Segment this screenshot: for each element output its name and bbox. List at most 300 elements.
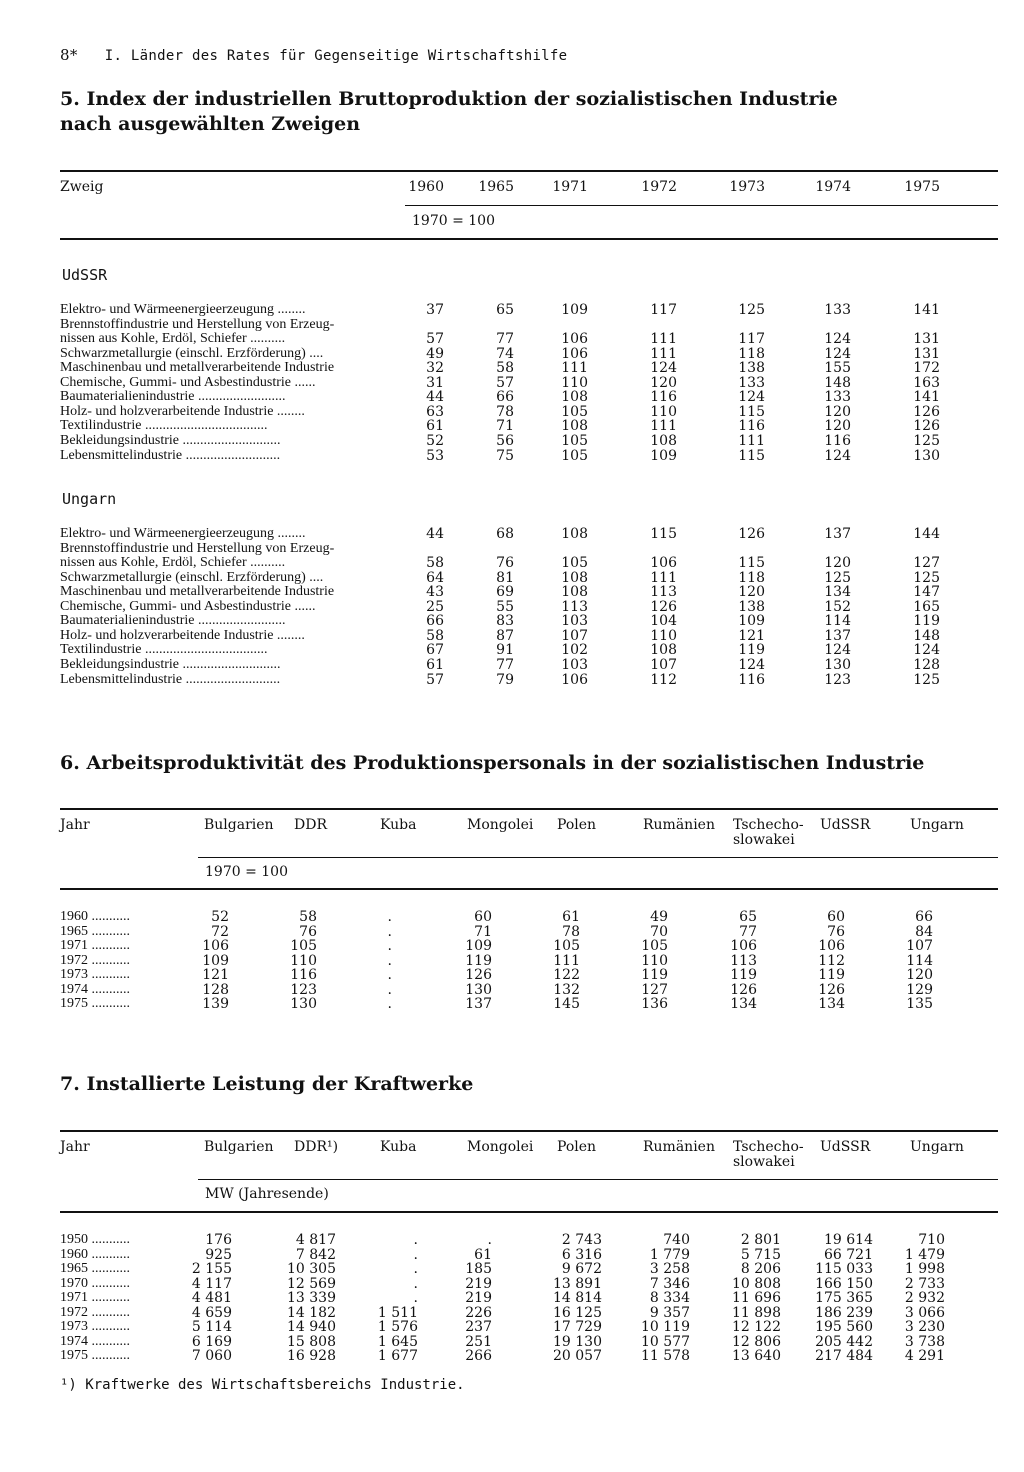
table5-cell: 87 xyxy=(496,628,514,644)
table6-cell: . xyxy=(387,909,392,925)
table5-cell: 134 xyxy=(824,584,851,600)
table6-cell: 106 xyxy=(818,938,845,954)
table5-cell: 61 xyxy=(426,418,444,434)
table5-cell: 69 xyxy=(496,584,514,600)
table6-cell: 120 xyxy=(906,967,933,983)
table7-cell: . xyxy=(413,1246,418,1263)
table6-country: Bulgarien xyxy=(204,817,274,833)
table5-year-1971: 1971 xyxy=(552,179,588,195)
table5-cell: 138 xyxy=(738,599,765,615)
table7-cell: 9 672 xyxy=(561,1261,602,1277)
table7-cell: 16 928 xyxy=(287,1348,336,1364)
table7-header-bottom-rule xyxy=(60,1211,998,1213)
table7-cell: 12 806 xyxy=(732,1333,781,1350)
table5-cell: 106 xyxy=(561,672,588,688)
table6-country: Polen xyxy=(557,817,597,833)
table7-cell: 14 814 xyxy=(553,1290,602,1306)
table5-cell: 131 xyxy=(913,346,940,362)
table7-cell: 16 125 xyxy=(553,1304,602,1321)
table5-year-1974: 1974 xyxy=(815,179,851,195)
table6-cell: 119 xyxy=(641,967,668,983)
table5-header-bottom-rule xyxy=(60,238,998,240)
table5-row-label: Holz- und holzverarbeitende Industrie ........ xyxy=(60,628,305,643)
table7-country: UdSSR xyxy=(820,1139,871,1155)
table5-cell: 109 xyxy=(650,448,677,464)
table7-cell: 4 659 xyxy=(191,1304,232,1321)
table6-country: Mongolei xyxy=(467,817,534,833)
table6-cell: 130 xyxy=(465,981,492,998)
table7-cell: 1 511 xyxy=(377,1304,418,1321)
table5-year-1960: 1960 xyxy=(408,179,444,195)
table5-cell: 104 xyxy=(650,613,677,629)
table6-cell: 126 xyxy=(465,967,492,983)
table7-cell: 20 057 xyxy=(553,1348,602,1364)
table6-cell: 119 xyxy=(730,967,757,983)
table6-cell: 109 xyxy=(202,952,229,969)
table5-cell: 124 xyxy=(650,360,677,376)
table7-cell: 10 577 xyxy=(641,1333,690,1350)
table7-year: 1965 ........... xyxy=(60,1261,130,1276)
table5-cell: 52 xyxy=(426,433,444,449)
table6-cell: 76 xyxy=(299,923,317,940)
table7-cell: 710 xyxy=(918,1232,945,1248)
table6-cell: . xyxy=(387,938,392,954)
table5-cell: 120 xyxy=(650,375,677,391)
table6-cell: 136 xyxy=(641,996,668,1012)
table5-cell: 137 xyxy=(824,526,851,542)
table5-cell: 76 xyxy=(496,555,514,571)
table5-cell: 111 xyxy=(738,433,765,449)
table7-cell: 925 xyxy=(205,1246,232,1263)
table5-cell: 105 xyxy=(561,555,588,571)
table5-cell: 117 xyxy=(650,302,677,318)
table6-cell: 70 xyxy=(650,923,668,940)
table7-country: Ungarn xyxy=(910,1139,964,1155)
table7-cell: 66 721 xyxy=(824,1246,873,1263)
table6-cell: 134 xyxy=(818,996,845,1012)
table5-cell: 81 xyxy=(496,570,514,586)
table6-cell: 113 xyxy=(730,952,757,969)
table5-cell: 125 xyxy=(913,672,940,688)
table7-cell: 19 614 xyxy=(824,1232,873,1248)
table6-country: Ungarn xyxy=(910,817,964,833)
table5-cell: 108 xyxy=(650,642,677,658)
table7-cell: 3 066 xyxy=(904,1304,945,1321)
table5-cell: 124 xyxy=(824,346,851,362)
table5-cell: 56 xyxy=(496,433,514,449)
table5-year-1973: 1973 xyxy=(729,179,765,195)
table6-cell: . xyxy=(387,981,392,998)
table5-cell: 109 xyxy=(561,302,588,318)
table5-row-label: Baumaterialienindustrie ......................... xyxy=(60,389,286,404)
table6-top-rule xyxy=(60,808,998,810)
table5-cell: 124 xyxy=(913,642,940,658)
table7-cell: 12 569 xyxy=(287,1275,336,1292)
table7-title: 7. Installierte Leistung der Kraftwerke xyxy=(60,1073,474,1095)
table7-footnote: ¹) Kraftwerke des Wirtschaftsbereichs Industrie. xyxy=(60,1377,465,1393)
table5-cell: 67 xyxy=(426,642,444,658)
table7-cell: 2 155 xyxy=(191,1261,232,1277)
table7-cell: 9 357 xyxy=(649,1304,690,1321)
table7-cell: 115 033 xyxy=(815,1261,873,1277)
table7-country: Bulgarien xyxy=(204,1139,274,1155)
table7-cell: 10 808 xyxy=(732,1275,781,1292)
table6-cell: . xyxy=(387,967,392,983)
table6-cell: 123 xyxy=(290,981,317,998)
table7-cell: 10 119 xyxy=(641,1319,690,1335)
table5-row-label: Brennstoffindustrie und Herstellung von Erzeug- xyxy=(60,317,335,332)
table5-cell: 110 xyxy=(650,628,677,644)
table5-cell: 118 xyxy=(738,346,765,362)
table5-row-label: Baumaterialienindustrie ......................... xyxy=(60,613,286,628)
table5-mid-rule xyxy=(405,205,998,206)
table7-cell: 186 239 xyxy=(815,1304,873,1321)
table5-cell: 49 xyxy=(426,346,444,362)
table5-cell: 144 xyxy=(913,526,940,542)
table7-cell: 7 842 xyxy=(295,1246,336,1263)
table5-cell: 163 xyxy=(913,375,940,391)
table7-cell: 1 677 xyxy=(377,1348,418,1364)
table7-cell: 195 560 xyxy=(815,1319,873,1335)
table6-col-jahr: Jahr xyxy=(60,817,90,833)
table6-country: UdSSR xyxy=(820,817,871,833)
table7-year: 1971 ........... xyxy=(60,1290,130,1305)
table5-row-label: nissen aus Kohle, Erdöl, Schiefer .......... xyxy=(60,555,286,570)
table6-cell: 71 xyxy=(474,923,492,940)
table7-cell: . xyxy=(413,1261,418,1277)
table5-cell: 125 xyxy=(738,302,765,318)
table5-cell: 126 xyxy=(738,526,765,542)
table5-cell: 103 xyxy=(561,657,588,673)
table7-cell: 1 576 xyxy=(377,1319,418,1335)
table5-cell: 130 xyxy=(824,657,851,673)
table5-cell: 128 xyxy=(913,657,940,673)
table7-year: 1974 ........... xyxy=(60,1333,130,1349)
table7-cell: 1 479 xyxy=(904,1246,945,1263)
table6-cell: . xyxy=(387,923,392,940)
table5-cell: 31 xyxy=(426,375,444,391)
table7-cell: 251 xyxy=(465,1333,492,1350)
table6-cell: 116 xyxy=(290,967,317,983)
table5-row-label: Maschinenbau und metallverarbeitende Industrie xyxy=(60,584,335,599)
table5-cell: 83 xyxy=(496,613,514,629)
table5-cell: 68 xyxy=(496,526,514,542)
table7-cell: . xyxy=(487,1232,492,1248)
table5-cell: 103 xyxy=(561,613,588,629)
table5-cell: 123 xyxy=(824,672,851,688)
table6-cell: 106 xyxy=(730,938,757,954)
table6-cell: 139 xyxy=(202,996,229,1012)
table6-cell: 128 xyxy=(202,981,229,998)
table5-cell: 44 xyxy=(426,389,444,405)
table7-year: 1973 ........... xyxy=(60,1319,130,1334)
table5-group-ungarn: Ungarn xyxy=(62,490,117,508)
table5-cell: 106 xyxy=(650,555,677,571)
table6-cell: 130 xyxy=(290,996,317,1012)
table5-cell: 107 xyxy=(650,657,677,673)
table6-cell: 137 xyxy=(465,996,492,1012)
table6-year: 1965 ........... xyxy=(60,923,130,939)
table5-cell: 120 xyxy=(738,584,765,600)
table7-cell: 740 xyxy=(663,1232,690,1248)
table5-row-label: Maschinenbau und metallverarbeitende Industrie xyxy=(60,360,335,375)
table6-cell: 129 xyxy=(906,981,933,998)
table5-cell: 74 xyxy=(496,346,514,362)
table7-cell: 5 114 xyxy=(191,1319,232,1335)
table5-cell: 71 xyxy=(496,418,514,434)
table7-cell: . xyxy=(413,1275,418,1292)
table6-cell: . xyxy=(387,952,392,969)
table5-title-line2: nach ausgewählten Zweigen xyxy=(60,113,361,135)
table5-cell: 124 xyxy=(824,331,851,347)
table6-cell: 58 xyxy=(299,909,317,925)
table6-cell: 110 xyxy=(641,952,668,969)
table6-cell: 105 xyxy=(290,938,317,954)
table6-year: 1960 ........... xyxy=(60,909,130,924)
table7-cell: 2 801 xyxy=(740,1232,781,1248)
table7-cell: 13 339 xyxy=(287,1290,336,1306)
table5-cell: 137 xyxy=(824,628,851,644)
table5-cell: 120 xyxy=(824,404,851,420)
table6-cell: 72 xyxy=(211,923,229,940)
table7-cell: 14 182 xyxy=(287,1304,336,1321)
table5-row-label: Brennstoffindustrie und Herstellung von Erzeug- xyxy=(60,541,335,556)
table6-base: 1970 = 100 xyxy=(205,864,288,880)
table5-row-label: Textilindustrie ................................... xyxy=(60,418,268,433)
table6-year: 1974 ........... xyxy=(60,981,130,997)
table5-cell: 105 xyxy=(561,433,588,449)
table6-cell: 60 xyxy=(827,909,845,925)
table5-cell: 165 xyxy=(913,599,940,615)
table5-cell: 53 xyxy=(426,448,444,464)
table5-cell: 111 xyxy=(650,570,677,586)
table6-year: 1972 ........... xyxy=(60,952,130,968)
table5-cell: 138 xyxy=(738,360,765,376)
table5-cell: 141 xyxy=(913,389,940,405)
table7-country: Polen xyxy=(557,1139,597,1155)
table5-base: 1970 = 100 xyxy=(412,213,495,229)
table7-year: 1960 ........... xyxy=(60,1246,130,1262)
table6-cell: 107 xyxy=(906,938,933,954)
table7-cell: 3 258 xyxy=(649,1261,690,1277)
table5-cell: 66 xyxy=(496,389,514,405)
table6-title: 6. Arbeitsproduktivität des Produktionspersonals in der sozialistischen Industrie xyxy=(60,752,925,774)
table5-year-1965: 1965 xyxy=(478,179,514,195)
table5-row-label: Lebensmittelindustrie ........................... xyxy=(60,448,281,463)
table6-cell: 145 xyxy=(553,996,580,1012)
table5-cell: 108 xyxy=(561,389,588,405)
table7-col-jahr: Jahr xyxy=(60,1139,90,1155)
table5-title-line1: 5. Index der industriellen Bruttoproduktion der sozialistischen Industrie xyxy=(60,88,838,110)
table6-cell: . xyxy=(387,996,392,1012)
table6-cell: 60 xyxy=(474,909,492,925)
table5-row-label: nissen aus Kohle, Erdöl, Schiefer .......... xyxy=(60,331,286,346)
table5-cell: 113 xyxy=(561,599,588,615)
table7-country: Rumänien xyxy=(643,1139,715,1155)
table5-row-label: Textilindustrie ................................... xyxy=(60,642,268,657)
table6-cell: 66 xyxy=(915,909,933,925)
table6-year: 1971 ........... xyxy=(60,938,130,953)
table5-cell: 115 xyxy=(738,404,765,420)
table7-cell: 226 xyxy=(465,1304,492,1321)
table5-cell: 120 xyxy=(824,555,851,571)
table6-cell: 119 xyxy=(818,967,845,983)
table5-cell: 108 xyxy=(561,584,588,600)
table7-year: 1970 ........... xyxy=(60,1275,130,1291)
table5-cell: 32 xyxy=(426,360,444,376)
table7-cell: 8 334 xyxy=(649,1290,690,1306)
table5-cell: 57 xyxy=(426,672,444,688)
table6-cell: 111 xyxy=(553,952,580,969)
table5-cell: 147 xyxy=(913,584,940,600)
table5-cell: 75 xyxy=(496,448,514,464)
table7-cell: 12 122 xyxy=(732,1319,781,1335)
table7-country: Tschecho- xyxy=(733,1139,804,1155)
table5-cell: 37 xyxy=(426,302,444,318)
table7-cell: 10 305 xyxy=(287,1261,336,1277)
table6-cell: 52 xyxy=(211,909,229,925)
table7-cell: 17 729 xyxy=(553,1319,602,1335)
table6-cell: 126 xyxy=(818,981,845,998)
table5-cell: 110 xyxy=(650,404,677,420)
table5-cell: 108 xyxy=(561,570,588,586)
table7-cell: 1 645 xyxy=(377,1333,418,1350)
table5-cell: 78 xyxy=(496,404,514,420)
table6-cell: 132 xyxy=(553,981,580,998)
table5-cell: 126 xyxy=(913,418,940,434)
table7-year: 1950 ........... xyxy=(60,1232,130,1247)
table6-year: 1975 ........... xyxy=(60,996,130,1011)
table5-cell: 63 xyxy=(426,404,444,420)
table6-cell: 105 xyxy=(553,938,580,954)
table5-cell: 125 xyxy=(913,570,940,586)
table5-row-label: Elektro- und Wärmeenergieerzeugung ........ xyxy=(60,526,306,541)
table5-cell: 119 xyxy=(738,642,765,658)
table7-cell: 1 998 xyxy=(904,1261,945,1277)
page-header xyxy=(60,46,567,64)
table6-cell: 49 xyxy=(650,909,668,925)
table7-cell: 11 578 xyxy=(641,1348,690,1364)
table5-cell: 116 xyxy=(824,433,851,449)
table6-cell: 121 xyxy=(202,967,229,983)
table5-cell: 130 xyxy=(913,448,940,464)
table6-cell: 61 xyxy=(562,909,580,925)
table5-top-rule xyxy=(60,170,998,172)
table7-cell: 11 696 xyxy=(732,1290,781,1306)
table5-cell: 57 xyxy=(496,375,514,391)
table5-cell: 133 xyxy=(738,375,765,391)
table5-year-1972: 1972 xyxy=(641,179,677,195)
table7-cell: 14 940 xyxy=(287,1319,336,1335)
table7-cell: 4 481 xyxy=(191,1290,232,1306)
table5-cell: 108 xyxy=(650,433,677,449)
table7-cell: 176 xyxy=(205,1232,232,1248)
table5-year-1975: 1975 xyxy=(904,179,940,195)
table5-cell: 155 xyxy=(824,360,851,376)
table5-cell: 127 xyxy=(913,555,940,571)
table6-cell: 135 xyxy=(906,996,933,1012)
table5-cell: 108 xyxy=(561,418,588,434)
table6-cell: 110 xyxy=(290,952,317,969)
table7-year: 1975 ........... xyxy=(60,1348,130,1363)
table6-mid-rule xyxy=(198,857,998,858)
table5-cell: 114 xyxy=(824,613,851,629)
table6-cell: 65 xyxy=(739,909,757,925)
table5-cell: 124 xyxy=(738,657,765,673)
table6-cell: 76 xyxy=(827,923,845,940)
table7-cell: 4 817 xyxy=(295,1232,336,1248)
table5-row-label: Lebensmittelindustrie ........................... xyxy=(60,672,281,687)
table5-cell: 124 xyxy=(824,448,851,464)
table5-row-label: Elektro- und Wärmeenergieerzeugung ........ xyxy=(60,302,306,317)
table5-cell: 55 xyxy=(496,599,514,615)
page-number: 8* xyxy=(60,46,78,64)
table5-cell: 61 xyxy=(426,657,444,673)
table6-country-cs2: slowakei xyxy=(733,832,795,848)
table6-country: DDR xyxy=(294,817,327,833)
table5-cell: 115 xyxy=(738,555,765,571)
table5-cell: 112 xyxy=(650,672,677,688)
table5-col-zweig: Zweig xyxy=(60,179,104,195)
table5-cell: 110 xyxy=(561,375,588,391)
table6-cell: 114 xyxy=(906,952,933,969)
table5-cell: 58 xyxy=(426,555,444,571)
table5-cell: 105 xyxy=(561,404,588,420)
table5-cell: 116 xyxy=(738,672,765,688)
table6-country: Rumänien xyxy=(643,817,715,833)
table5-cell: 77 xyxy=(496,331,514,347)
table6-cell: 119 xyxy=(465,952,492,969)
table5-cell: 58 xyxy=(496,360,514,376)
table7-cell: 217 484 xyxy=(815,1348,873,1364)
table7-cell: 166 150 xyxy=(815,1275,873,1292)
table7-cell: 11 898 xyxy=(732,1304,781,1321)
table7-cell: 6 316 xyxy=(561,1246,602,1263)
table5-cell: 113 xyxy=(650,584,677,600)
table5-row-label: Chemische, Gummi- und Asbestindustrie ...... xyxy=(60,599,316,614)
table5-cell: 117 xyxy=(738,331,765,347)
table7-cell: 4 117 xyxy=(191,1275,232,1292)
table6-year: 1973 ........... xyxy=(60,967,130,982)
table6-cell: 78 xyxy=(562,923,580,940)
running-header: I. Länder des Rates für Gegenseitige Wirtschaftshilfe xyxy=(104,48,568,64)
table7-cell: 13 891 xyxy=(553,1275,602,1292)
table5-cell: 125 xyxy=(824,570,851,586)
table5-cell: 115 xyxy=(738,448,765,464)
table7-cell: 205 442 xyxy=(815,1333,873,1350)
table5-group-udssr: UdSSR xyxy=(62,266,108,284)
table5-cell: 79 xyxy=(496,672,514,688)
table7-cell: 7 060 xyxy=(191,1348,232,1364)
table5-cell: 108 xyxy=(561,526,588,542)
table7-country: Kuba xyxy=(380,1139,417,1155)
table5-cell: 116 xyxy=(738,418,765,434)
table7-unit: MW (Jahresende) xyxy=(205,1186,329,1202)
table5-cell: 64 xyxy=(426,570,444,586)
table7-country-cs2: slowakei xyxy=(733,1154,795,1170)
table5-row-label: Bekleidungsindustrie ............................ xyxy=(60,657,281,672)
table5-row-label: Chemische, Gummi- und Asbestindustrie ...... xyxy=(60,375,316,390)
table7-cell: 5 715 xyxy=(740,1246,781,1263)
table6-cell: 106 xyxy=(202,938,229,954)
table7-country: DDR¹) xyxy=(294,1139,339,1155)
table7-cell: 2 743 xyxy=(561,1232,602,1248)
table6-cell: 105 xyxy=(641,938,668,954)
table7-cell: 1 779 xyxy=(649,1246,690,1263)
table5-cell: 106 xyxy=(561,346,588,362)
table6-header-bottom-rule xyxy=(60,888,998,890)
table5-cell: 118 xyxy=(738,570,765,586)
